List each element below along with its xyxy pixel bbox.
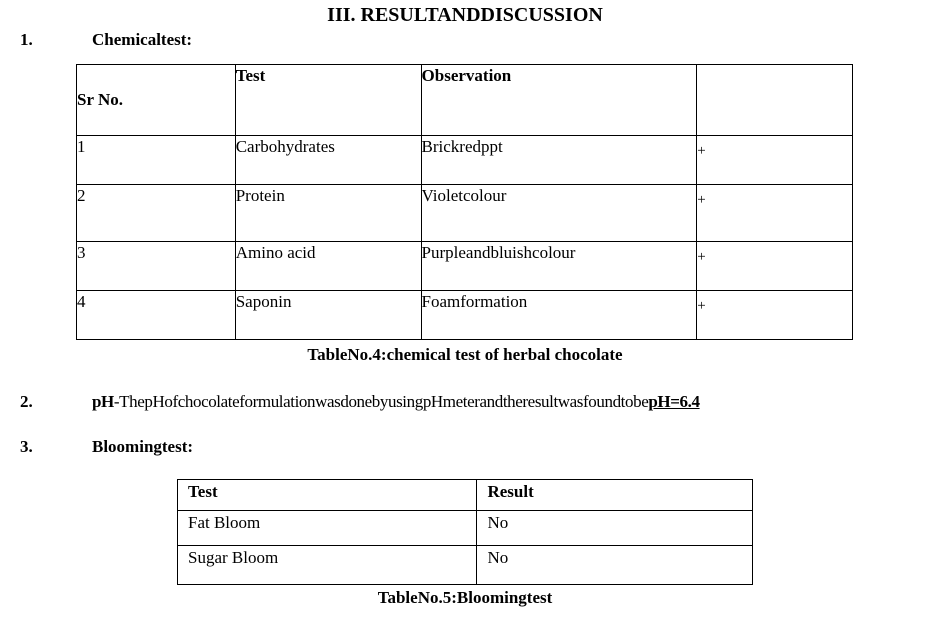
table-row — [178, 546, 753, 585]
cell-observation: Brickredppt — [421, 136, 697, 185]
cell-sr: 1 — [77, 136, 236, 185]
cell-sr: 2 — [77, 185, 236, 242]
cell-result: + — [697, 136, 853, 185]
header-observation: Observation — [421, 65, 697, 136]
table-row — [77, 242, 853, 291]
cell-result: + — [697, 291, 853, 340]
ph-text: -ThepHofchocolateformulationwasdonebyusingpHmeterandtheresultwasfoundtobe — [113, 392, 649, 411]
cell-test: Protein — [235, 185, 421, 242]
cell-result: No — [477, 546, 753, 585]
ph-paragraph — [92, 392, 700, 412]
table-row — [77, 185, 853, 242]
chemical-test-heading: Chemicaltest: — [92, 30, 193, 49]
item-number-2: 2. — [20, 392, 33, 411]
header-test: Test — [178, 480, 477, 511]
ph-value: pH=6.4 — [648, 392, 700, 411]
cell-test: Saponin — [235, 291, 421, 340]
cell-test: Carbohydrates — [235, 136, 421, 185]
cell-observation: Purpleandbluishcolour — [421, 242, 697, 291]
cell-test: Sugar Bloom — [178, 546, 477, 585]
chemical-test-table — [76, 64, 853, 340]
item-number-1: 1. — [20, 30, 33, 49]
cell-sr: 4 — [77, 291, 236, 340]
table-header-row — [178, 480, 753, 511]
cell-result: No — [477, 511, 753, 546]
cell-result: + — [697, 242, 853, 291]
cell-result: + — [697, 185, 853, 242]
blooming-test-heading: Bloomingtest: — [92, 437, 194, 456]
item-number-3: 3. — [20, 437, 33, 456]
header-sr-no: Sr No. — [77, 65, 236, 136]
table-4-caption: TableNo.4:chemical test of herbal chocolate — [307, 345, 623, 364]
cell-observation: Violetcolour — [421, 185, 697, 242]
cell-test: Fat Bloom — [178, 511, 477, 546]
table-5-caption: TableNo.5:Bloomingtest — [377, 588, 553, 607]
blooming-test-table — [177, 479, 753, 585]
table-row — [77, 291, 853, 340]
section-title: III. RESULTANDDISCUSSION — [327, 4, 603, 26]
header-extra — [697, 65, 853, 136]
table-row — [77, 136, 853, 185]
table-row — [178, 511, 753, 546]
cell-observation: Foamformation — [421, 291, 697, 340]
header-result: Result — [477, 480, 753, 511]
table-header-row — [77, 65, 853, 136]
ph-label: pH — [92, 392, 114, 411]
cell-sr: 3 — [77, 242, 236, 291]
cell-test: Amino acid — [235, 242, 421, 291]
header-test: Test — [235, 65, 421, 136]
